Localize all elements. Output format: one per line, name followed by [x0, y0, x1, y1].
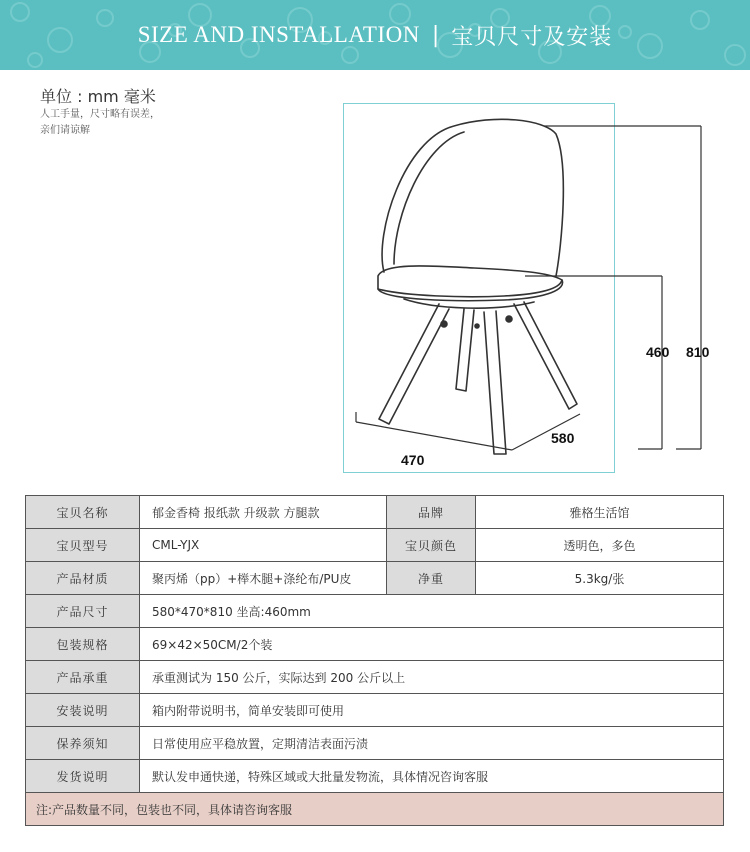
- load-value: 承重测试为 150 公斤，实际达到 200 公斤以上: [140, 661, 724, 694]
- weight-label: 净重: [387, 562, 476, 595]
- install-label: 安装说明: [26, 694, 140, 727]
- table-row: [26, 727, 724, 760]
- color-value: 透明色，多色: [476, 529, 724, 562]
- table-row: [26, 628, 724, 661]
- table-row: [26, 562, 724, 595]
- shipping-value: 默认发申通快递，特殊区域或大批量发物流，具体情况咨询客服: [140, 760, 724, 793]
- footnote: 注:产品数量不同，包装也不同，具体请咨询客服: [26, 793, 724, 826]
- weight-value: 5.3kg/张: [476, 562, 724, 595]
- name-label: 宝贝名称: [26, 496, 140, 529]
- seat-height-label: 460: [646, 344, 670, 360]
- brand-label: 品牌: [387, 496, 476, 529]
- width-label: 470: [401, 452, 425, 468]
- unit-label: 单位 : mm 毫米: [40, 87, 156, 106]
- unit-note-line2: 亲们请谅解: [40, 125, 90, 136]
- table-row: [26, 529, 724, 562]
- model-value: CML-YJX: [140, 529, 387, 562]
- model-label: 宝贝型号: [26, 529, 140, 562]
- table-row: [26, 496, 724, 529]
- size-value: 580*470*810 坐高:460mm: [140, 595, 724, 628]
- width-line: [356, 422, 512, 450]
- install-value: 箱内附带说明书，简单安装即可使用: [140, 694, 724, 727]
- load-label: 产品承重: [26, 661, 140, 694]
- material-value: 聚丙烯（pp）+榉木腿+涤纶布/PU皮: [140, 562, 387, 595]
- table-row: [26, 793, 724, 826]
- shipping-label: 发货说明: [26, 760, 140, 793]
- color-label: 宝贝颜色: [387, 529, 476, 562]
- care-label: 保养须知: [26, 727, 140, 760]
- brand-value: 雅格生活馆: [476, 496, 724, 529]
- material-label: 产品材质: [26, 562, 140, 595]
- size-label: 产品尺寸: [26, 595, 140, 628]
- total-height-label: 810: [686, 344, 710, 360]
- unit-note-line1: 人工手量，尺寸略有误差，: [40, 109, 160, 120]
- title-chinese: 宝贝尺寸及安装: [451, 24, 613, 50]
- package-label: 包装规格: [26, 628, 140, 661]
- depth-label: 580: [551, 430, 575, 446]
- table-row: [26, 760, 724, 793]
- table-row: [26, 661, 724, 694]
- table-row: [26, 595, 724, 628]
- care-value: 日常使用应平稳放置，定期清洁表面污渍: [140, 727, 724, 760]
- spec-table: [25, 495, 724, 826]
- name-value: 郁金香椅 报纸款 升级款 方腿款: [140, 496, 387, 529]
- title-english: SIZE AND INSTALLATION: [137, 22, 420, 47]
- title-separator: |: [431, 22, 440, 48]
- package-value: 69×42×50CM/2个装: [140, 628, 724, 661]
- table-row: [26, 694, 724, 727]
